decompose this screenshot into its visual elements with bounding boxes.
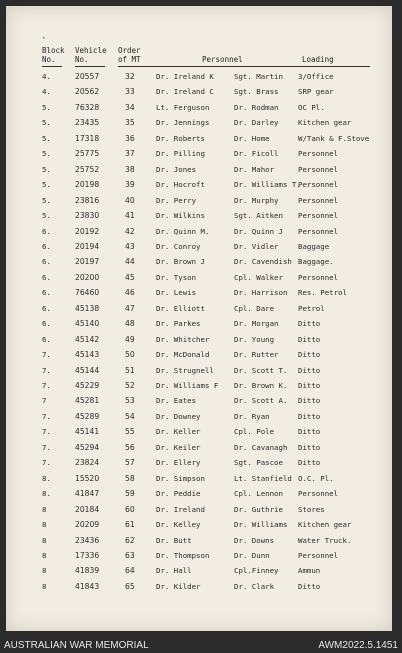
loading-cell: Baggage [298,241,330,251]
vehicle-number: 41839 [75,566,100,576]
order-number: 54 [125,411,135,421]
order-number: 32 [125,72,135,81]
table-row [6,180,392,195]
block-number: 5. [42,180,51,190]
personnel-driver: Dr. Hall [156,566,192,576]
vehicle-number: 45229 [75,381,100,390]
vehicle-number: 17318 [75,133,100,143]
vehicle-number: 41843 [75,581,100,591]
personnel-second: Dr. Scott A. [234,396,288,406]
loading-cell: Ditto [298,319,321,329]
order-number: 46 [125,288,135,298]
order-number: 37 [125,149,135,159]
personnel-second: Dr. Home [234,133,270,143]
loading-cell: Ditto [298,396,321,406]
block-number: 8. [42,473,51,483]
block-number: 4. [42,72,51,81]
personnel-driver: Dr. Pilling [156,149,205,159]
personnel-second: Dr. Brown K. [234,381,288,390]
order-number: 35 [125,118,135,128]
table-row [6,551,392,566]
block-number: 7. [42,442,51,452]
loading-cell: W/Tank & F.Stove [298,133,370,143]
loading-cell: Ditto [298,411,321,421]
personnel-second: Dr. Ryan [234,411,270,421]
personnel-second: Dr. Guthrie [234,504,283,514]
personnel-driver: Dr. Williams F [156,381,219,390]
order-number: 64 [125,566,135,576]
personnel-second: Dr. Murphy [234,195,279,205]
personnel-second: Sgt. Brass [234,87,279,97]
loading-cell: Ammun [298,566,321,576]
table-row [6,242,392,257]
personnel-second: Dr. Rodman [234,102,279,112]
personnel-second: Dr. Vidler [234,241,279,251]
table-row [6,366,392,381]
vehicle-number: 15520 [75,473,100,483]
document-page [6,6,392,631]
personnel-second: Dr. Young [234,334,275,344]
table-row [6,536,392,551]
header-order: Order of MT [118,46,141,64]
table-row [6,211,392,226]
vehicle-number: 17336 [75,550,100,560]
personnel-driver: Dr. Tyson [156,272,197,282]
personnel-driver: Dr. Downey [156,411,201,421]
block-number: 6. [42,303,51,313]
loading-cell: Personnel [298,180,339,190]
order-number: 62 [125,535,135,545]
loading-cell: 3/Office [298,72,334,81]
personnel-driver: Dr. Wilkins [156,211,205,221]
vehicle-number: 20200 [75,272,100,282]
order-number: 57 [125,458,135,468]
block-number: 4. [42,87,51,97]
personnel-second: Sgt. Pascoe [234,458,283,468]
order-number: 43 [125,241,135,251]
personnel-driver: Dr. Perry [156,195,197,205]
header-underline [75,66,105,67]
loading-cell: Personnel [298,489,339,499]
order-number: 34 [125,102,135,112]
vehicle-number: 20197 [75,257,100,267]
order-number: 58 [125,473,135,483]
vehicle-number: 23816 [75,195,100,205]
personnel-driver: Dr. Keiler [156,442,201,452]
vehicle-number: 76460 [75,288,100,298]
loading-cell: Kitchen gear [298,520,352,530]
header-underline [42,66,62,67]
personnel-second: Lt. Stanfield [234,473,292,483]
personnel-second: Dr. Clark [234,581,275,591]
order-number: 47 [125,303,135,313]
order-number: 42 [125,226,135,236]
vehicle-number: 45281 [75,396,100,406]
block-number: 6. [42,319,51,329]
order-number: 44 [125,257,135,267]
table-row [6,458,392,473]
block-number: 8 [42,550,47,560]
personnel-driver: Dr. Conroy [156,241,201,251]
personnel-second: Dr. Mahor [234,164,275,174]
block-number: 8 [42,581,47,591]
personnel-driver: Dr. Jones [156,164,197,174]
personnel-second: Dr. Darley [234,118,279,128]
block-number: 5. [42,149,51,159]
header-vehicle: Vehicle No. [75,46,107,64]
vehicle-number: 23824 [75,458,100,468]
table-row [6,118,392,133]
caption-source: AUSTRALIAN WAR MEMORIAL [4,640,149,651]
order-number: 56 [125,442,135,452]
personnel-driver: Dr. Ireland [156,504,205,514]
vehicle-number: 41847 [75,489,100,499]
personnel-driver: Dr. Kilder [156,581,201,591]
personnel-driver: Dr. Elliott [156,303,205,313]
loading-cell: Kitchen gear [298,118,352,128]
order-number: 49 [125,334,135,344]
vehicle-number: 45144 [75,365,100,375]
block-number: 7. [42,365,51,375]
order-number: 52 [125,381,135,390]
block-number: 6. [42,257,51,267]
block-number: 7. [42,350,51,360]
personnel-driver: Dr. Butt [156,535,192,545]
table-row [6,350,392,365]
personnel-second: Dr. Rutter [234,350,279,360]
order-number: 50 [125,350,135,360]
table-row [6,566,392,581]
loading-cell: Personnel [298,226,339,236]
vehicle-number: 45294 [75,442,100,452]
personnel-second: Cpl. Dare [234,303,275,313]
personnel-second: Sgt. Aitken [234,211,283,221]
block-number: 6. [42,334,51,344]
table-row [6,520,392,535]
block-number: 7. [42,458,51,468]
personnel-driver: Dr. Ireland K [156,72,214,81]
personnel-driver: Lt. Ferguson [156,102,210,112]
loading-cell: Ditto [298,350,321,360]
header-loading: Loading [302,55,334,64]
block-number: 7 [42,396,47,406]
block-number: 6. [42,288,51,298]
personnel-second: Cpl.Finney [234,566,279,576]
table-row [6,582,392,597]
personnel-driver: Dr. Jennings [156,118,210,128]
block-number: 7. [42,381,51,390]
order-number: 51 [125,365,135,375]
loading-cell: Petrol [298,303,325,313]
loading-cell: Personnel [298,272,339,282]
personnel-second: Dr. Williams T. [234,180,301,190]
order-number: 41 [125,211,135,221]
table-row [6,381,392,396]
table-row [6,288,392,303]
table-row [6,257,392,272]
page-mark: · [41,34,47,44]
loading-cell: Personnel [298,149,339,159]
personnel-second: Dr. Harrison [234,288,288,298]
order-number: 65 [125,581,135,591]
order-number: 33 [125,87,135,97]
personnel-second: Dr. Cavanagh [234,442,288,452]
loading-cell: Personnel [298,195,339,205]
personnel-driver: Dr. Thompson [156,550,210,560]
block-number: 5. [42,195,51,205]
personnel-driver: Dr. Ellery [156,458,201,468]
table-row [6,304,392,319]
block-number: 6. [42,226,51,236]
personnel-second: Dr. Morgan [234,319,279,329]
loading-cell: Ditto [298,365,321,375]
order-number: 61 [125,520,135,530]
table-row [6,412,392,427]
order-number: 55 [125,427,135,437]
table-row [6,335,392,350]
loading-cell: Ditto [298,458,321,468]
loading-cell: Personnel [298,211,339,221]
table-row [6,103,392,118]
loading-cell: Water Truck. [298,535,352,545]
table-row [6,427,392,442]
order-number: 48 [125,319,135,329]
block-number: 6. [42,272,51,282]
personnel-driver: Dr. Hocroft [156,180,205,190]
order-number: 63 [125,550,135,560]
caption-id: AWM2022.5.1451 [318,640,398,651]
personnel-driver: Dr. Roberts [156,133,205,143]
block-number: 8 [42,535,47,545]
vehicle-number: 23435 [75,118,100,128]
order-number: 40 [125,195,135,205]
personnel-driver: Dr. Kelley [156,520,201,530]
personnel-second: Cpl. Walker [234,272,283,282]
loading-cell: Personnel [298,164,339,174]
vehicle-number: 20198 [75,180,100,190]
table-row [6,319,392,334]
vehicle-number: 45143 [75,350,100,360]
loading-cell: Baggage. [298,257,334,267]
personnel-second: Dr. Downs [234,535,275,545]
personnel-second: Cpl. Lennon [234,489,283,499]
block-number: 7. [42,427,51,437]
table-row [6,134,392,149]
caption-bar [0,636,402,653]
table-row [6,196,392,211]
table-row [6,443,392,458]
block-number: 6. [42,241,51,251]
vehicle-number: 23830 [75,211,100,221]
vehicle-number: 45141 [75,427,100,437]
block-number: 5. [42,211,51,221]
vehicle-number: 20562 [75,87,100,97]
header-underline [130,66,370,67]
personnel-driver: Dr. Eates [156,396,197,406]
table-row [6,165,392,180]
loading-cell: Ditto [298,581,321,591]
order-number: 53 [125,396,135,406]
personnel-driver: Dr. Brown J [156,257,205,267]
vehicle-number: 76328 [75,102,100,112]
header-block: Block No. [42,46,65,64]
vehicle-number: 25775 [75,149,100,159]
vehicle-number: 20192 [75,226,100,236]
personnel-driver: Dr. Ireland C [156,87,214,97]
loading-cell: O.C. Pl. [298,473,334,483]
block-number: 5. [42,164,51,174]
personnel-driver: Dr. Simpson [156,473,205,483]
loading-cell: Ditto [298,427,321,437]
personnel-driver: Dr. Lewis [156,288,197,298]
personnel-driver: Dr. Peddie [156,489,201,499]
block-number: 8. [42,489,51,499]
personnel-second: Cpl. Pole [234,427,275,437]
loading-cell: Personnel [298,550,339,560]
table-row [6,474,392,489]
block-number: 5. [42,102,51,112]
block-number: 5. [42,133,51,143]
personnel-driver: Dr. Parkes [156,319,201,329]
table-row [6,72,392,87]
vehicle-number: 45140 [75,319,100,329]
table-row [6,149,392,164]
table-row [6,227,392,242]
table-row [6,505,392,520]
vehicle-number: 45142 [75,334,100,344]
block-number: 8 [42,520,47,530]
order-number: 39 [125,180,135,190]
loading-cell: SRP gear [298,87,334,97]
block-number: 7. [42,411,51,421]
personnel-second: Dr. Scott T. [234,365,288,375]
loading-cell: Ditto [298,442,321,452]
personnel-driver: Dr. McDonald [156,350,210,360]
order-number: 38 [125,164,135,174]
personnel-driver: Dr. Quinn M. [156,226,210,236]
header-personnel: Personnel [202,55,243,64]
personnel-driver: Dr. Keller [156,427,201,437]
loading-cell: Stores [298,504,325,514]
vehicle-number: 20184 [75,504,100,514]
loading-cell: Ditto [298,381,321,390]
order-number: 59 [125,489,135,499]
block-number: 8 [42,504,47,514]
personnel-second: Dr. Williams [234,520,288,530]
vehicle-number: 45138 [75,303,100,313]
block-number: 8 [42,566,47,576]
order-number: 45 [125,272,135,282]
personnel-second: Dr. Dunn [234,550,270,560]
table-row [6,273,392,288]
table-row [6,396,392,411]
block-number: 5. [42,118,51,128]
vehicle-number: 23436 [75,535,100,545]
loading-cell: OC Pl. [298,102,325,112]
vehicle-number: 25752 [75,164,100,174]
loading-cell: Ditto [298,334,321,344]
personnel-second: Dr. Quinn J [234,226,283,236]
personnel-second: Sgt. Martin [234,72,283,81]
order-number: 60 [125,504,135,514]
personnel-second: Dr. Ficoll [234,149,279,159]
personnel-driver: Dr. Strugnell [156,365,214,375]
loading-cell: Res. Petrol [298,288,347,298]
personnel-driver: Dr. Whitcher [156,334,210,344]
vehicle-number: 45289 [75,411,100,421]
vehicle-number: 20557 [75,72,100,81]
order-number: 36 [125,133,135,143]
personnel-second: Dr. Cavendish [234,257,292,267]
vehicle-number: 20209 [75,520,100,530]
table-row [6,87,392,102]
table-row [6,489,392,504]
vehicle-number: 20194 [75,241,100,251]
